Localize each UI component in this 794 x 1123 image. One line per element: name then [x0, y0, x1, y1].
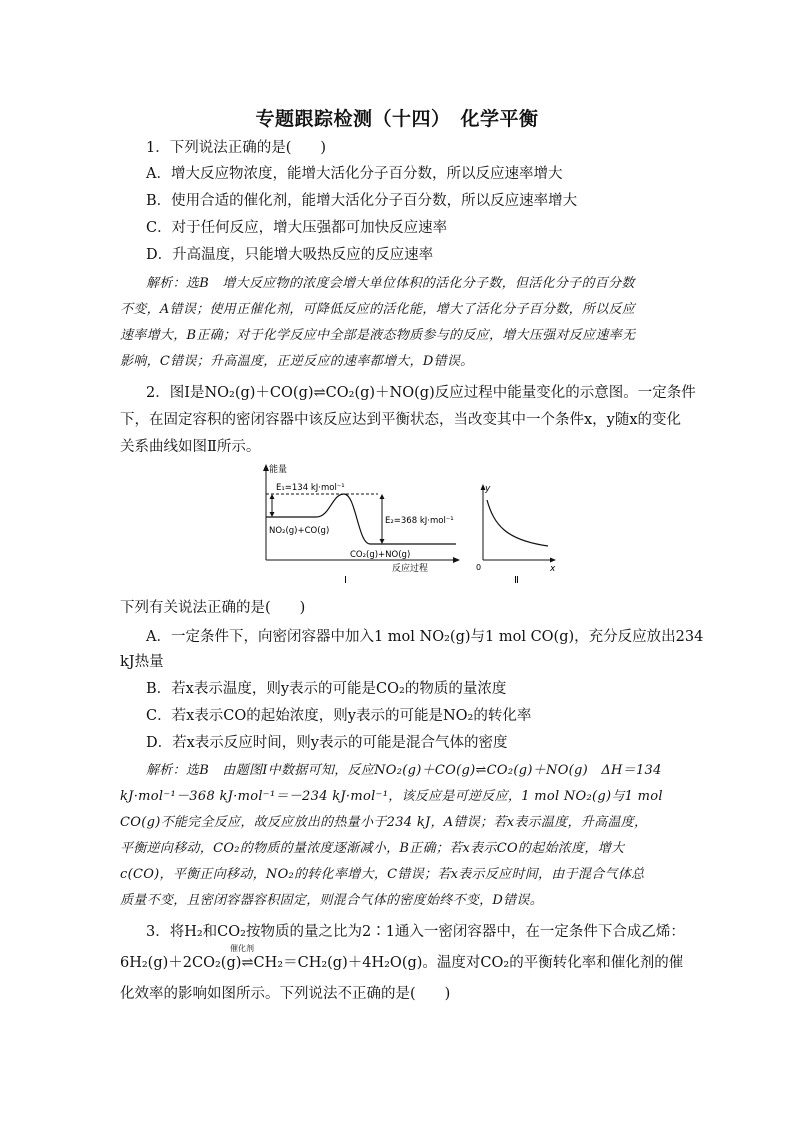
figure1-ylabel: 能量: [269, 465, 288, 475]
products-label: CO₂(g)+NO(g): [350, 550, 411, 560]
figure1-xlabel: 反应过程: [392, 564, 429, 574]
figure2-caption: Ⅱ: [514, 575, 519, 584]
q2-analysis-line: c(CO)，平衡正向移动，NO₂的转化率增大，C错误；若x表示反应时间，由于混合气体总: [120, 867, 645, 882]
q3-stem-line: 化效率的影响如图所示。下列说法不正确的是( ): [120, 986, 451, 1002]
q1-option-d: D．升高温度，只能增大吸热反应的反应速率: [146, 247, 434, 263]
q2-option-a: A．一定条件下，向密闭容器中加入1 mol NO₂(g)与1 mol CO(g)，充分反应放出234: [146, 629, 704, 645]
q1-option-a: A．增大反应物浓度，能增大活化分子百分数，所以反应速率增大: [146, 166, 563, 182]
decreasing-curve: [487, 500, 548, 546]
q1-option-c: C．对于任何反应，增大压强都可加快反应速率: [146, 220, 448, 236]
q1-analysis-line: 速率增大，B正确；对于化学反应中全部是液态物质参与的反应，增大压强对反应速率无: [120, 328, 636, 343]
q1-analysis-line: 影响，C错误；升高温度，正逆反应的速率都增大，D错误。: [120, 354, 474, 369]
e1-label: E₁=134 kJ·mol⁻¹: [276, 483, 345, 493]
q2-option-d: D．若x表示反应时间，则y表示的可能是混合气体的密度: [146, 735, 508, 751]
e2-arrowhead: [380, 539, 385, 544]
q2-analysis-line: kJ·mol⁻¹－368 kJ·mol⁻¹＝－234 kJ·mol⁻¹，该反应是可逆反应，1 mol NO₂(g)与1 mol: [120, 789, 663, 804]
q2-analysis-line: 解析：选B 由题图Ⅰ中数据可知，反应NO₂(g)＋CO(g)⇌CO₂(g)＋NO(g) ΔH＝134: [146, 763, 662, 778]
q3-stem-line: 6H₂(g)＋2CO₂(g)⇌CH₂＝CH₂(g)＋4H₂O(g)。温度对CO₂的平衡转化率和催化剂的催: [120, 955, 684, 971]
catalyst-label: 催化剂: [230, 944, 254, 953]
q1-analysis-line: 不变，A错误；使用正催化剂，可降低反应的活化能，增大了活化分子百分数，所以反应: [120, 302, 636, 317]
figure1-caption: Ⅰ: [344, 575, 347, 584]
figure2-x-axis-arrow: [550, 558, 556, 563]
figure2-ylabel: y: [485, 484, 491, 494]
figure1-x-axis-arrow: [453, 557, 460, 563]
page-title: 专题跟踪检测（十四） 化学平衡: [255, 108, 539, 130]
reactants-label: NO₂(g)+CO(g): [269, 526, 330, 536]
figure2-origin: 0: [476, 563, 482, 572]
e1-arrowhead: [270, 494, 275, 499]
q2-stem-line: 下，在固定容积的密闭容器中该反应达到平衡状态，当改变其中一个条件x，y随x的变化: [120, 412, 682, 428]
q2-option-c: C．若x表示CO的起始浓度，则y表示的可能是NO₂的转化率: [146, 708, 532, 724]
e2-label: E₂=368 kJ·mol⁻¹: [385, 516, 454, 526]
q2-option-b: B．若x表示温度，则y表示的可能是CO₂的物质的量浓度: [146, 681, 507, 697]
energy-diagram-figure: [258, 462, 468, 584]
q2-analysis-line: CO(g)不能完全反应，故反应放出的热量小于234 kJ，A错误；若x表示温度，升高温度，: [120, 815, 648, 830]
e1-arrowhead: [270, 512, 275, 517]
q3-stem-line: 3．将H₂和CO₂按物质的量之比为2∶1通入一密闭容器中，在一定条件下合成乙烯：: [146, 924, 685, 940]
y-x-curve-figure: [474, 480, 560, 584]
figure2-xlabel: x: [550, 564, 556, 574]
q1-stem: 1．下列说法正确的是( ): [146, 140, 327, 156]
q2-stem-line: 关系曲线如图Ⅱ所示。: [120, 439, 261, 455]
q2-analysis-line: 质量不变，且密闭容器容积固定，则混合气体的密度始终不变，D错误。: [120, 893, 544, 908]
q2-stem-line: 2．图Ⅰ是NO₂(g)＋CO(g)⇌CO₂(g)＋NO(g)反应过程中能量变化的示意图。一定条件: [146, 385, 696, 401]
q1-option-b: B．使用合适的催化剂，能增大活化分子百分数，所以反应速率增大: [146, 193, 578, 209]
q1-analysis-line: 解析：选B 增大反应物的浓度会增大单位体积的活化分子数，但活化分子的百分数: [146, 276, 635, 291]
q2-question: 下列有关说法正确的是( ): [120, 600, 306, 616]
q2-analysis-line: 平衡逆向移动，CO₂的物质的量浓度逐渐减小，B正确；若x表示CO的起始浓度，增大: [120, 841, 625, 856]
e2-arrowhead: [380, 494, 385, 499]
q2-option-a-cont: kJ热量: [120, 654, 164, 670]
